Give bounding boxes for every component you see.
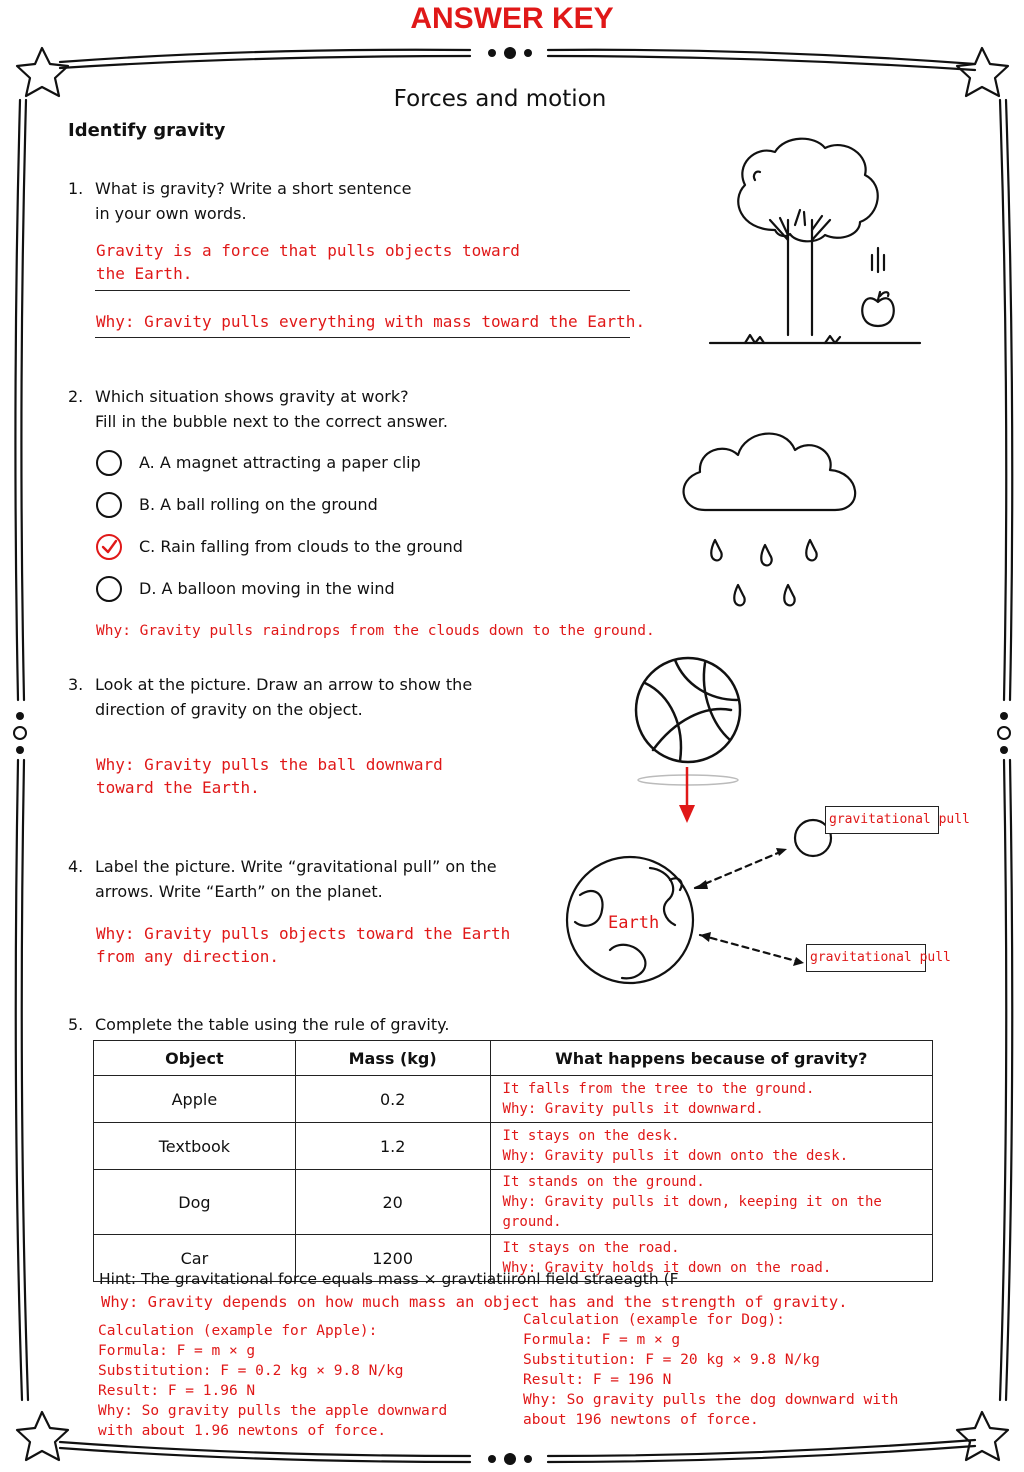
table-row <box>94 1170 933 1235</box>
why-text-line: Why: Gravity pulls the ball downward <box>96 755 443 774</box>
q3-why <box>96 753 443 799</box>
object-cell: Dog <box>94 1170 296 1235</box>
question-text-line: Fill in the bubble next to the correct answer. <box>95 412 448 431</box>
question-number: 3. <box>68 675 84 694</box>
column-header: Object <box>94 1041 296 1076</box>
calc-formula: Formula: F = m × g <box>98 1343 256 1359</box>
gravity-table <box>93 1040 933 1282</box>
mass-cell: 1.2 <box>295 1123 490 1170</box>
column-header: What happens because of gravity? <box>490 1041 932 1076</box>
why-text-line: from any direction. <box>96 947 280 966</box>
answer-cell <box>490 1123 932 1170</box>
question-4 <box>68 854 628 904</box>
q2-why: Why: Gravity pulls raindrops from the clouds down to the ground. <box>96 623 655 639</box>
calc-why: with about 1.96 newtons of force. <box>98 1423 387 1439</box>
question-text-line: Complete the table using the rule of gravity. <box>95 1015 450 1034</box>
why-text-line: toward the Earth. <box>96 778 260 797</box>
question-3 <box>68 672 628 722</box>
arrow-head-icon <box>776 848 787 856</box>
option-label: B. A ball rolling on the ground <box>139 495 378 514</box>
answer-cell <box>490 1076 932 1123</box>
answer-text-line: Gravity is a force that pulls objects toward <box>96 241 520 260</box>
table-row <box>94 1123 933 1170</box>
mass-cell: 1200 <box>295 1235 490 1282</box>
hint-why: Why: Gravity depends on how much mass an object has and the strength of gravity. <box>101 1293 848 1311</box>
calc-why: about 196 newtons of force. <box>523 1412 759 1428</box>
radio-bubble[interactable] <box>96 450 122 476</box>
question-2 <box>68 384 628 434</box>
check-icon <box>98 536 120 558</box>
question-number: 2. <box>68 387 84 406</box>
option-label: A. A magnet attracting a paper clip <box>139 453 421 472</box>
answer-options <box>96 450 616 610</box>
answer-line-1: It stays on the road. <box>502 1240 680 1256</box>
object-cell: Textbook <box>94 1123 296 1170</box>
mass-cell: 0.2 <box>295 1076 490 1123</box>
q4-why <box>96 922 510 968</box>
calc-result: Result: F = 196 N <box>523 1372 672 1388</box>
option-label: C. Rain falling from clouds to the ground <box>139 537 463 556</box>
arrow-head-icon <box>694 880 708 889</box>
table-row <box>94 1076 933 1123</box>
radio-bubble[interactable] <box>96 492 122 518</box>
question-text-line: Which situation shows gravity at work? <box>95 387 409 406</box>
section-title: Identify gravity <box>68 120 226 141</box>
answer-line-1: It falls from the tree to the ground. <box>502 1081 815 1097</box>
radio-bubble[interactable] <box>96 576 122 602</box>
question-text-line: direction of gravity on the object. <box>95 700 363 719</box>
rain-cloud-illustration <box>670 410 870 610</box>
object-cell: Apple <box>94 1076 296 1123</box>
question-text-line: Label the picture. Write “gravitational pull” on the <box>95 857 497 876</box>
calc-apple <box>98 1321 447 1441</box>
question-text-line: arrows. Write “Earth” on the planet. <box>95 882 383 901</box>
q1-answer <box>96 239 520 285</box>
gravitational-pull-label-top: gravitational pull <box>825 806 939 834</box>
answer-line-1: It stands on the ground. <box>502 1174 705 1190</box>
calc-result: Result: F = 1.96 N <box>98 1383 256 1399</box>
answer-text-line: the Earth. <box>96 264 193 283</box>
question-number: 4. <box>68 857 84 876</box>
answer-line-2: Why: Gravity holds it down on the road. <box>502 1260 832 1276</box>
hint-text: Hint: The gravitational force equals mass × gravtiatiironl field straeagth (F <box>99 1270 679 1288</box>
question-number: 1. <box>68 179 84 198</box>
column-header: Mass (kg) <box>295 1041 490 1076</box>
answer-line <box>95 290 630 291</box>
question-1 <box>68 176 628 226</box>
radio-bubble-selected[interactable] <box>96 534 122 560</box>
why-text-line: Why: Gravity pulls objects toward the Earth <box>96 924 511 943</box>
calc-substitution: Substitution: F = 20 kg × 9.8 N/kg <box>523 1352 820 1368</box>
calc-substitution: Substitution: F = 0.2 kg × 9.8 N/kg <box>98 1363 404 1379</box>
object-cell: Car <box>94 1235 296 1282</box>
tree-illustration <box>700 130 930 350</box>
calc-why: Why: So gravity pulls the dog downward with <box>523 1392 899 1408</box>
calc-why: Why: So gravity pulls the apple downward <box>98 1403 448 1419</box>
q1-why: Why: Gravity pulls everything with mass toward the Earth. <box>96 312 646 331</box>
question-text-line: in your own words. <box>95 204 247 223</box>
answer-line-2: Why: Gravity pulls it downward. <box>502 1101 764 1117</box>
page-title: Forces and motion <box>393 86 607 112</box>
question-5 <box>68 1012 628 1037</box>
answer-cell <box>490 1170 932 1235</box>
question-number: 5. <box>68 1015 84 1034</box>
table-header-row <box>94 1041 933 1076</box>
calc-formula: Formula: F = m × g <box>523 1332 681 1348</box>
gravitational-pull-label-bottom: gravitational pull <box>806 944 926 972</box>
answer-key-title: ANSWER KEY <box>410 2 614 35</box>
calc-title: Calculation (example for Apple): <box>98 1323 378 1339</box>
question-text-line: Look at the picture. Draw an arrow to show the <box>95 675 473 694</box>
question-text-line: What is gravity? Write a short sentence <box>95 179 412 198</box>
answer-line-1: It stays on the desk. <box>502 1128 680 1144</box>
answer-line-2: Why: Gravity pulls it down, keeping it on the ground. <box>502 1194 882 1230</box>
option-label: D. A balloon moving in the wind <box>139 579 395 598</box>
arrow-head-icon <box>793 957 804 966</box>
answer-line <box>95 337 630 338</box>
calc-title: Calculation (example for Dog): <box>523 1312 785 1328</box>
mass-cell: 20 <box>295 1170 490 1235</box>
earth-label: Earth <box>608 913 660 933</box>
calc-dog <box>523 1310 898 1430</box>
arrow-head-icon <box>700 932 711 942</box>
answer-line-2: Why: Gravity pulls it down onto the desk. <box>502 1148 849 1164</box>
